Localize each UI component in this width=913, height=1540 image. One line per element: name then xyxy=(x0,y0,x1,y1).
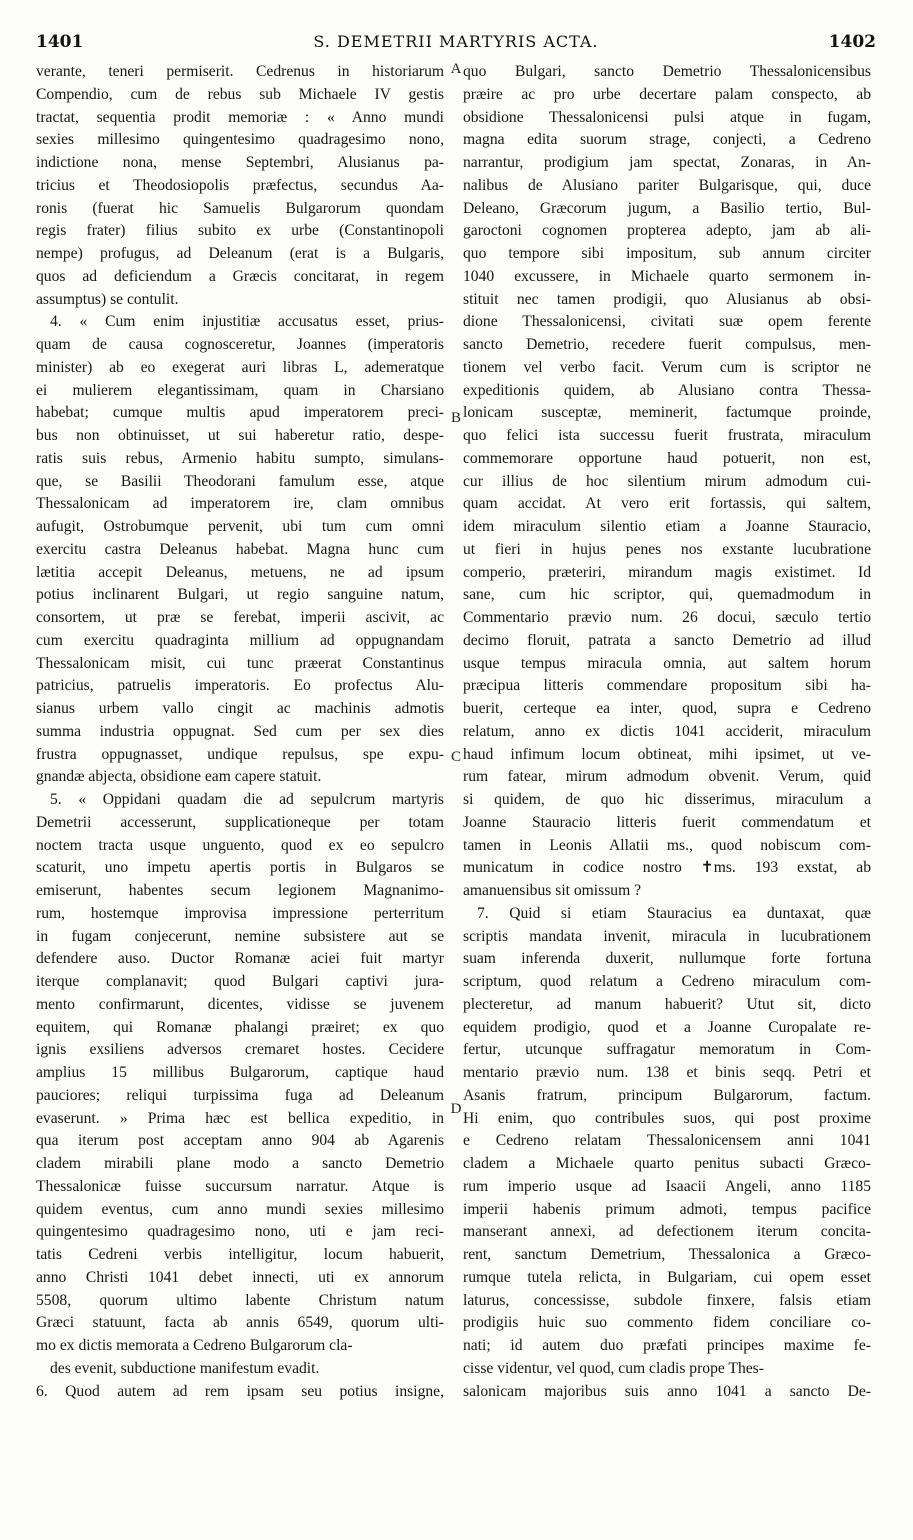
text-line: buerit, certeque ea inter, quod, supra e Cedreno xyxy=(463,700,871,717)
text-line: stituit nec tamen prodigii, quo Alusianus ab obsi- xyxy=(463,290,871,308)
text-line: des evenit, subductione manifestum evadit. xyxy=(50,1359,320,1377)
text-line: Joanne Stauracio litteris fuerit commendatum et xyxy=(463,813,871,831)
text-line: cladem a Michaele quarto penitus subacti Græco- xyxy=(463,1155,871,1172)
text-line: assumptus) se contulit. xyxy=(36,290,179,308)
text-line: quo Bulgari, sancto Demetrio Thessalonicensibus xyxy=(463,63,871,80)
text-line: aufugit, Ostrobumque pervenit, ubi tum cum omni xyxy=(36,518,444,535)
text-line: nalibus de Alusiano pariter Bulgarisque, qui, duce xyxy=(463,176,871,194)
text-line: suam inferenda duxerit, nullumque forte fortuna xyxy=(463,950,871,968)
text-line: quos ad deficiendum a Græcis concitarat, in regem xyxy=(36,267,444,285)
text-line: idem miraculum silentio etiam a Joanne Stauracio, xyxy=(463,518,871,535)
text-line: mentario prævio num. 138 et binis seqq. Petri et xyxy=(463,1064,871,1081)
text-line: plecteretur, ad manum habuerit? Utut sit, dicto xyxy=(463,995,871,1013)
text-line: haud infimum locum obtineat, mihi ipsimet, ut ve- xyxy=(463,745,871,763)
text-line: habebat; cumque multis apud imperatorem preci- xyxy=(36,404,444,422)
text-line: verante, teneri permiserit. Cedrenus in historiarum xyxy=(36,63,444,80)
text-line: mo ex dictis memorata a Cedreno Bulgarorum cla- xyxy=(36,1337,353,1354)
text-line: obsidione Thessalonicensi pulsi atque in fugam, xyxy=(463,108,871,126)
right-column xyxy=(463,61,871,1403)
text-line: scriptum, quod relatum a Cedreno miraculum com- xyxy=(463,973,871,990)
text-line: tractat, sequentia prodit memoriæ : « Anno mundi xyxy=(36,108,444,126)
text-line: amanuensibus sit omissum ? xyxy=(463,882,642,899)
text-line: sianus urbem vallo cingit ac machinis admotis xyxy=(36,700,444,717)
text-line: patricius, patruelis imperatoris. Eo profectus Alu- xyxy=(36,677,444,695)
text-line: Thessalonicæ fuisse succursum narratur. Atque is xyxy=(36,1177,444,1195)
running-title: S. DEMETRII MARTYRIS ACTA. xyxy=(313,32,599,51)
left-column xyxy=(36,61,444,1403)
text-line: narrantur, prodigium jam spectat, Zonaras, in An- xyxy=(463,154,871,171)
text-line: rent, sanctum Demetrium, Thessalonica a Græco- xyxy=(463,1246,871,1263)
running-header xyxy=(36,32,876,58)
text-line: rumque tutela relicta, in Bulgariam, cui opem esset xyxy=(463,1268,871,1286)
text-line: laturus, concessisse, subdole finxere, falsis etiam xyxy=(463,1291,871,1309)
text-line: municatum in codice nostro ✝ms. 193 exstat, ab xyxy=(463,859,871,877)
text-line: ut fieri in hujus penes nos exstante lucubratione xyxy=(463,540,871,558)
text-line: 5. « Oppidani quadam die ad sepulcrum martyris xyxy=(50,791,444,808)
text-line: sane, cum hic scriptor, qui, quemadmodum in xyxy=(463,586,871,604)
text-line: 6. Quod autem ad rem ipsam seu potius insigne, xyxy=(36,1382,444,1400)
text-line: Græci statuunt, facta ab annis 6549, quorum ulti- xyxy=(36,1314,444,1332)
text-line: rum, hostemque improvisa impressione perterritum xyxy=(36,904,444,922)
text-line: in fugam conjecerunt, nemine subsistere aut se xyxy=(36,927,444,945)
text-line: Asanis fratrum, principum Bulgarorum, factum. xyxy=(463,1086,871,1104)
text-line: frustra oppugnasset, undique repulsus, spe expu- xyxy=(36,745,444,763)
text-line: cum exercitu quadraginta millium ad oppugnandam xyxy=(36,631,444,649)
text-line: e Cedreno relatam Thessalonicensem anni 1041 xyxy=(463,1132,871,1150)
text-line: anno Christi 1041 debet innecti, uti ex annorum xyxy=(36,1268,444,1286)
text-line: garoctoni cognomen propterea adepto, jam ab ali- xyxy=(463,222,871,240)
text-line: indictione nona, mense Septembri, Alusianus pa- xyxy=(36,154,444,171)
text-line: cisse videntur, vel quod, cum cladis prope Thes- xyxy=(463,1359,764,1377)
text-line: mento confirmarunt, dicentes, vidisse se juvenem xyxy=(36,995,444,1013)
text-line: 1040 excussere, in Michaele quarto sermonem in- xyxy=(463,267,871,285)
text-line: 5508, quorum ultimo labente Christum natum xyxy=(36,1291,444,1309)
text-line: salonicam majoribus suis anno 1041 a sancto De- xyxy=(463,1382,871,1400)
text-line: sexies millesimo quingentesimo quadragesimo nono, xyxy=(36,131,444,149)
text-line: dione Thessalonicensi, civitati suæ opem ferente xyxy=(463,313,871,331)
page-number-left: 1401 xyxy=(36,32,84,52)
text-line: pauciores; reliqui turpissima fuga ad Deleanum xyxy=(36,1086,444,1104)
text-line: ratis suis rebus, Armenio habitu sumpto, simulans- xyxy=(36,449,444,467)
text-line: evaserunt. » Prima hæc est bellica expeditio, in xyxy=(36,1109,444,1127)
text-line: tricius et Theodosiopolis præfectus, secundus Aa- xyxy=(36,176,444,194)
text-line: quam accidat. At vero erit fortassis, qui saltem, xyxy=(463,495,871,513)
text-line: iterque complanavit; quod Bulgari captivi jura- xyxy=(36,973,444,990)
text-line: regis frater) filius subito ex urbe (Constantinopoli xyxy=(36,222,444,240)
text-line: bus non obtinuisset, ut sui haberetur ratio, despe- xyxy=(36,427,444,444)
text-line: magna edita suorum strage, conjecti, a Cedreno xyxy=(463,131,871,149)
text-line: 4. « Cum enim injustitiæ accusatus esset, prius- xyxy=(50,313,444,331)
text-line: quo felici ista successu fuerit frustrata, miraculum xyxy=(463,427,871,444)
text-line: præire ac pro urbe decertare palam conspecto, ab xyxy=(463,85,871,103)
text-line: Thessalonicam misit, cui tunc præerat Constantinus xyxy=(36,654,444,672)
text-line: Demetrii accesserunt, supplicationeque per totam xyxy=(36,813,444,831)
text-line: ronis (fuerat hic Samuelis Bulgarorum quondam xyxy=(36,199,444,217)
text-line: nati; id autem duo præfati principes maxime fe- xyxy=(463,1337,871,1354)
text-line: prodigiis huic suo commento fidem conciliare co- xyxy=(463,1314,871,1332)
text-line: rum imperio usque ad Isaacii Angeli, anno 1185 xyxy=(463,1177,871,1195)
text-line: ei mulierem elegantissimam, quam in Charsiano xyxy=(36,381,444,399)
text-line: equidem prodigio, quod et a Joanne Curopalate re- xyxy=(463,1018,871,1036)
text-line: Hi enim, quo contribules suos, qui post proxime xyxy=(463,1109,871,1127)
margin-marker-a: A xyxy=(450,61,462,77)
text-line: usque tempus miracula omnia, aut saltem horum xyxy=(463,654,871,672)
text-line: præcipua litteris commendare propositum sibi ha- xyxy=(463,677,871,695)
text-line: defendere auso. Ductor Romanæ aciei fuit martyr xyxy=(36,950,444,968)
text-line: tamen in Leonis Allatii ms., quod nobiscum com- xyxy=(463,836,871,854)
text-line: scriptis mandata invenit, miracula in lucubrationem xyxy=(463,927,871,945)
text-line: 7. Quid si etiam Stauracius ea duntaxat, quæ xyxy=(477,904,871,922)
text-line: que, se Basilii Theodorani famulum esse, atque xyxy=(36,472,444,490)
text-line: fertur, utcunque suffragatur memoratum in Com- xyxy=(463,1041,871,1059)
text-line: expeditionis quidem, ab Alusiano contra Thessa- xyxy=(463,381,871,399)
page-number-right: 1402 xyxy=(828,32,876,52)
text-line: ignis exsiliens adversos cremaret hostes. Cecidere xyxy=(36,1041,444,1059)
text-line: potius inclinarent Bulgari, ut regio sanguine natum, xyxy=(36,586,444,604)
text-line: si quidem, de quo hic disserimus, miraculum a xyxy=(463,791,871,808)
text-line: quingentesimo quadragesimo nono, uti e jam reci- xyxy=(36,1223,444,1241)
text-line: rum fatear, mirum admodum obvenit. Verum, quid xyxy=(463,768,871,786)
text-line: quidem eventus, cum anno mundi sexies millesimo xyxy=(36,1200,444,1218)
text-line: Thessalonicam ad imperatorem ire, clam omnibus xyxy=(36,495,444,513)
text-line: consortem, ut præ se ferebat, imperii ascivit, ac xyxy=(36,609,444,626)
text-line: manserant annexi, ad defectionem iterum concita- xyxy=(463,1223,871,1241)
text-line: quo tempore sibi impositum, sub annum circiter xyxy=(463,245,871,262)
text-line: tionem vel verbo facit. Verum cum is scriptor ne xyxy=(463,358,871,376)
text-line: imperii habenis primum admoti, tempus pacifice xyxy=(463,1200,871,1218)
margin-marker-c: C xyxy=(450,749,461,765)
text-line: cur illius de hoc silentium mirum admodum cui- xyxy=(463,472,871,490)
text-line: summa industria oppugnat. Sed cum per sex dies xyxy=(36,722,444,740)
text-line: Commentario prævio num. 26 docui, sæculo tertio xyxy=(463,609,871,626)
text-line: Deleano, Græcorum jugum, a Basilio tertio, Bul- xyxy=(463,199,871,217)
text-line: minister) ab eo exegerat auri libras L, ademeratque xyxy=(36,358,444,376)
text-line: lonicam susceptæ, meminerit, factumque proinde, xyxy=(463,404,871,422)
text-line: cladem mirabili plane modo a sancto Demetrio xyxy=(36,1155,444,1172)
text-line: Compendio, cum de rebus sub Michaele IV gestis xyxy=(36,85,444,103)
text-line: exercitu castra Deleanus habebat. Magna hunc cum xyxy=(36,540,444,558)
text-line: qua iterum post acceptam anno 904 ab Agarenis xyxy=(36,1132,444,1150)
text-line: gnandæ abjecta, obsidione eam capere statuit. xyxy=(36,768,322,786)
text-line: emiserunt, habentes secum legionem Magnanimo- xyxy=(36,882,444,899)
text-line: equitem, qui Romanæ phalangi præiret; ex quo xyxy=(36,1018,444,1036)
text-line: relatum, anno ex dictis 1041 acciderit, miraculum xyxy=(463,722,871,740)
text-line: sancto Demetrio, recedere fuerit compulsus, men- xyxy=(463,336,871,353)
text-line: decimo floruit, patrata a sancto Demetrio ad illud xyxy=(463,631,871,649)
text-line: commemorare opportune haud potuerit, non est, xyxy=(463,449,871,467)
text-line: tatis Cedreni verbis intelligitur, locum habuerit, xyxy=(36,1246,444,1263)
text-line: quam de causa cognosceretur, Joannes (imperatoris xyxy=(36,336,444,353)
text-line: comperio, præteriri, mirandum magis existimet. Id xyxy=(463,563,871,581)
margin-marker-d: D xyxy=(450,1101,462,1117)
text-line: lætitia accepit Deleanus, metuens, ne ad ipsum xyxy=(36,563,444,581)
margin-marker-b: B xyxy=(450,410,461,426)
text-line: amplius 15 millibus Bulgarorum, captique haud xyxy=(36,1064,444,1081)
text-line: nempe) profugus, ad Deleanum (erat is a Bulgaris, xyxy=(36,245,444,262)
text-line: noctem tracta usque unguento, quod ex eo sepulcro xyxy=(36,836,444,854)
text-line: scaturit, uno impetu apertis portis in Bulgaros se xyxy=(36,859,444,877)
